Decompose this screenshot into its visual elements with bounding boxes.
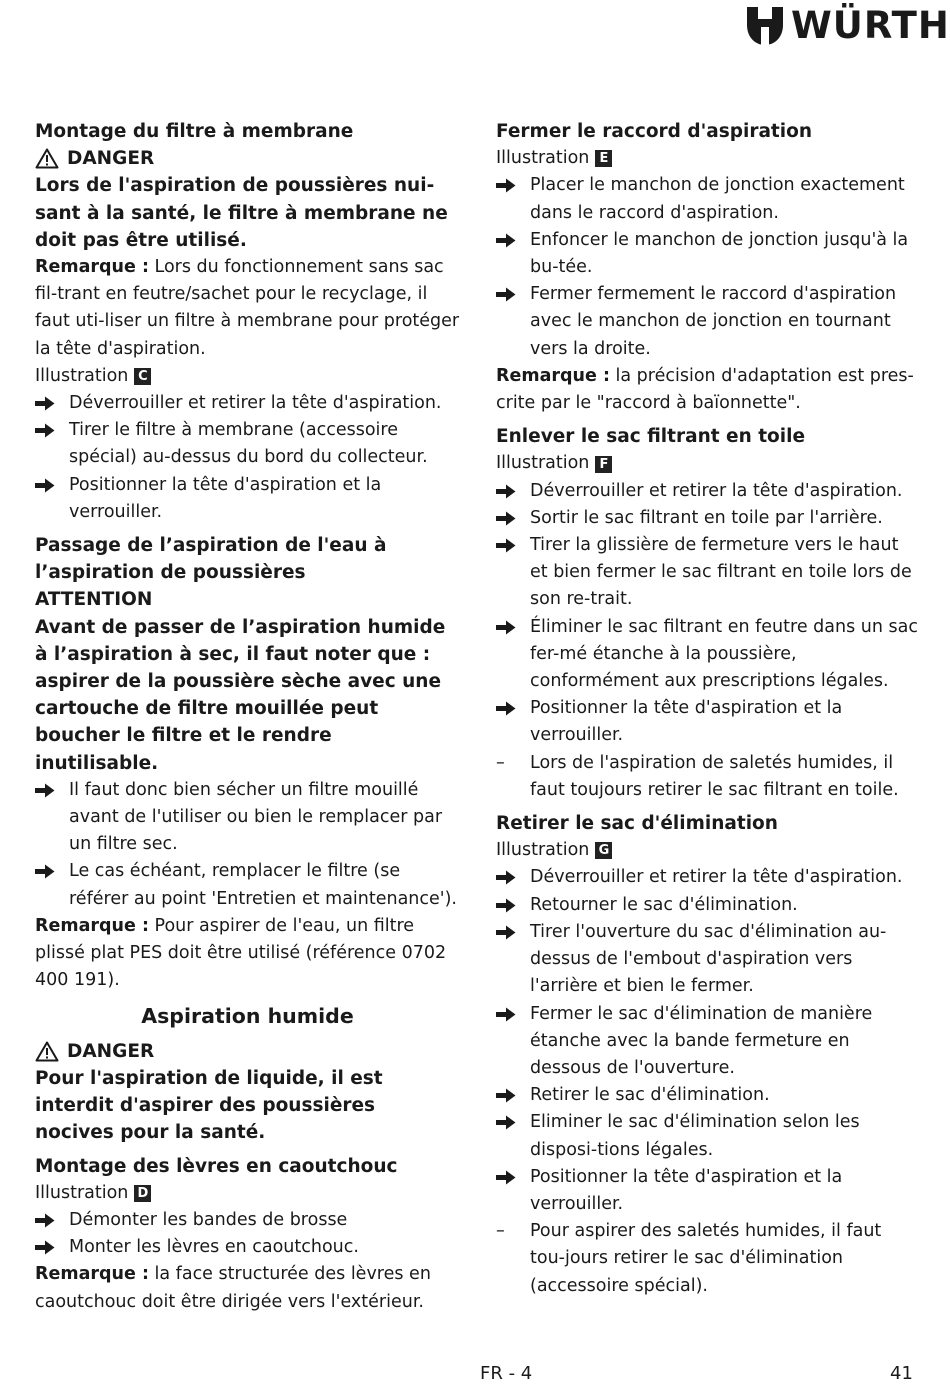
note-text: la face structurée des lèvres en caoutchouc doit être dirigée vers l'extérieur.: [35, 1264, 431, 1312]
arrow-right-icon: [496, 1164, 530, 1218]
left-column: [35, 118, 460, 1316]
heading-remove-cloth-bag: Enlever le sac filtrant en toile: [496, 426, 805, 448]
arrow-right-icon: [35, 858, 69, 912]
brand-name: WÜRTH: [791, 4, 950, 47]
arrow-right-icon: [35, 390, 69, 417]
arrow-right-icon: [496, 505, 530, 532]
danger-label: [35, 145, 460, 172]
attention-warning-text: Avant de passer de l’aspiration humide à l’aspiration à sec, il faut noter que : aspirer de la poussière sèche avec une cartouche de filtre mouillée peut boucher le filtre et le rendre inutilisable.: [35, 616, 446, 774]
note-paragraph: [35, 1261, 460, 1315]
arrow-right-icon: [496, 1109, 530, 1163]
illustration-ref: Illustration F: [496, 450, 921, 477]
note-paragraph: [35, 913, 460, 995]
arrow-right-icon: [496, 892, 530, 919]
list-item: Positionner la tête d'aspiration et la verrouiller.: [496, 695, 921, 749]
page-number: 41: [890, 1363, 913, 1384]
heading-rubber-lips: Montage des lèvres en caoutchouc: [35, 1155, 398, 1177]
arrow-right-icon: [496, 864, 530, 891]
heading-switch-to-dust: Passage de l’aspiration de l'eau à l’aspiration de poussières: [35, 535, 387, 584]
list-item: Positionner la tête d'aspiration et la verrouiller.: [35, 472, 460, 526]
danger-text: DANGER: [67, 148, 155, 170]
note-paragraph: [35, 254, 460, 363]
list-item: Déverrouiller et retirer la tête d'aspiration.: [35, 390, 460, 417]
arrow-right-icon: [35, 1234, 69, 1261]
dash-marker: –: [496, 752, 505, 773]
list-item: Retirer le sac d'élimination.: [496, 1082, 921, 1109]
note-label: Remarque :: [35, 915, 149, 936]
heading-wet-suction: Aspiration humide: [141, 1003, 354, 1028]
heading-remove-disposal-bag: Retirer le sac d'élimination: [496, 813, 778, 835]
list-item: Tirer le filtre à membrane (accessoire spécial) au-dessus du bord du collecteur.: [35, 417, 460, 471]
arrow-right-icon: [496, 172, 530, 226]
wurth-logo-icon: [745, 5, 785, 47]
right-column: [496, 118, 921, 1300]
danger-warning-text: Pour l'aspiration de liquide, il est interdit d'aspirer des poussières nocives pour la santé.: [35, 1067, 383, 1144]
arrow-right-icon: [35, 472, 69, 526]
note-label: Remarque :: [35, 257, 149, 278]
list-item: Placer le manchon de jonction exactement dans le raccord d'aspiration.: [496, 172, 921, 226]
illustration-letter-box: D: [134, 1185, 151, 1202]
note-paragraph: [496, 363, 921, 417]
note-label: Remarque :: [496, 365, 610, 386]
illustration-letter-box: G: [595, 842, 612, 859]
note-text: Lors du fonctionnement sans sac fil-trant en feutre/sachet pour le recyclage, il faut uti-liser un filtre à membrane pour protéger la tête d'aspiration.: [35, 257, 460, 359]
list-item: Il faut donc bien sécher un filtre mouillé avant de l'utiliser ou bien le remplacer par un filtre sec.: [35, 777, 460, 859]
list-item: Eliminer le sac d'élimination selon les disposi-tions légales.: [496, 1109, 921, 1163]
attention-label: ATTENTION: [35, 589, 153, 611]
illustration-ref: Illustration C: [35, 363, 460, 390]
list-item: Déverrouiller et retirer la tête d'aspiration.: [496, 478, 921, 505]
list-item: Enfoncer le manchon de jonction jusqu'à la bu-tée.: [496, 227, 921, 281]
footer-section-label: FR - 4: [480, 1363, 533, 1384]
heading-close-suction-port: Fermer le raccord d'aspiration: [496, 121, 812, 142]
illustration-ref: Illustration G: [496, 837, 921, 864]
danger-label: [35, 1038, 460, 1065]
list-item: Retourner le sac d'élimination.: [496, 892, 921, 919]
arrow-right-icon: [496, 478, 530, 505]
note-label: Remarque :: [35, 1264, 149, 1285]
list-item: Tirer l'ouverture du sac d'élimination au-dessus de l'embout d'aspiration vers l'arrière et bien le fermer.: [496, 919, 921, 1001]
danger-warning-text: Lors de l'aspiration de poussières nui-sant à la santé, le filtre à membrane ne doit pas être utilisé.: [35, 175, 448, 251]
arrow-right-icon: [496, 1001, 530, 1083]
list-item: Fermer le sac d'élimination de manière étanche avec la bande fermeture en dessous de l'ouverture.: [496, 1001, 921, 1083]
list-item: Positionner la tête d'aspiration et la verrouiller.: [496, 1164, 921, 1218]
illustration-ref: Illustration D: [35, 1180, 460, 1207]
warning-triangle-icon: [35, 148, 59, 169]
brand-logo: [745, 4, 950, 48]
arrow-right-icon: [35, 1207, 69, 1234]
list-item: Déverrouiller et retirer la tête d'aspiration.: [496, 864, 921, 891]
dash-marker: –: [496, 1221, 505, 1242]
arrow-right-icon: [496, 695, 530, 749]
dash-list-item: – Pour aspirer des saletés humides, il faut tou-jours retirer le sac d'élimination (accessoire spécial).: [496, 1218, 921, 1300]
dash-list-item: – Lors de l'aspiration de saletés humides, il faut toujours retirer le sac filtrant en toile.: [496, 750, 921, 804]
list-item: Le cas échéant, remplacer le filtre (se référer au point 'Entretien et maintenance').: [35, 858, 460, 912]
list-item: Démonter les bandes de brosse: [35, 1207, 460, 1234]
list-item: Sortir le sac filtrant en toile par l'arrière.: [496, 505, 921, 532]
arrow-right-icon: [496, 227, 530, 281]
note-text: Pour aspirer de l'eau, un filtre plissé plat PES doit être utilisé (référence 0702 400 191).: [35, 915, 447, 991]
illustration-letter-box: F: [595, 456, 612, 473]
arrow-right-icon: [496, 1082, 530, 1109]
illustration-letter-box: C: [134, 368, 151, 385]
arrow-right-icon: [496, 614, 530, 696]
arrow-right-icon: [35, 777, 69, 859]
arrow-right-icon: [496, 532, 530, 614]
illustration-letter-box: E: [595, 150, 612, 167]
list-item: Tirer la glissière de fermeture vers le haut et bien fermer le sac filtrant en toile lors de son re-trait.: [496, 532, 921, 614]
arrow-right-icon: [496, 919, 530, 1001]
note-text: la précision d'adaptation est pres-crite par le "raccord à baïonnette".: [496, 365, 914, 414]
arrow-right-icon: [35, 417, 69, 471]
list-item: Fermer fermement le raccord d'aspiration avec le manchon de jonction en tournant vers la droite.: [496, 281, 921, 363]
warning-triangle-icon: [35, 1041, 59, 1062]
list-item: Éliminer le sac filtrant en feutre dans un sac fer-mé étanche à la poussière, conformément aux prescriptions légales.: [496, 614, 921, 696]
illustration-ref: Illustration E: [496, 145, 921, 172]
heading-membrane-filter: Montage du filtre à membrane: [35, 121, 354, 142]
arrow-right-icon: [496, 281, 530, 363]
danger-text: DANGER: [67, 1040, 155, 1062]
list-item: Monter les lèvres en caoutchouc.: [35, 1234, 460, 1261]
